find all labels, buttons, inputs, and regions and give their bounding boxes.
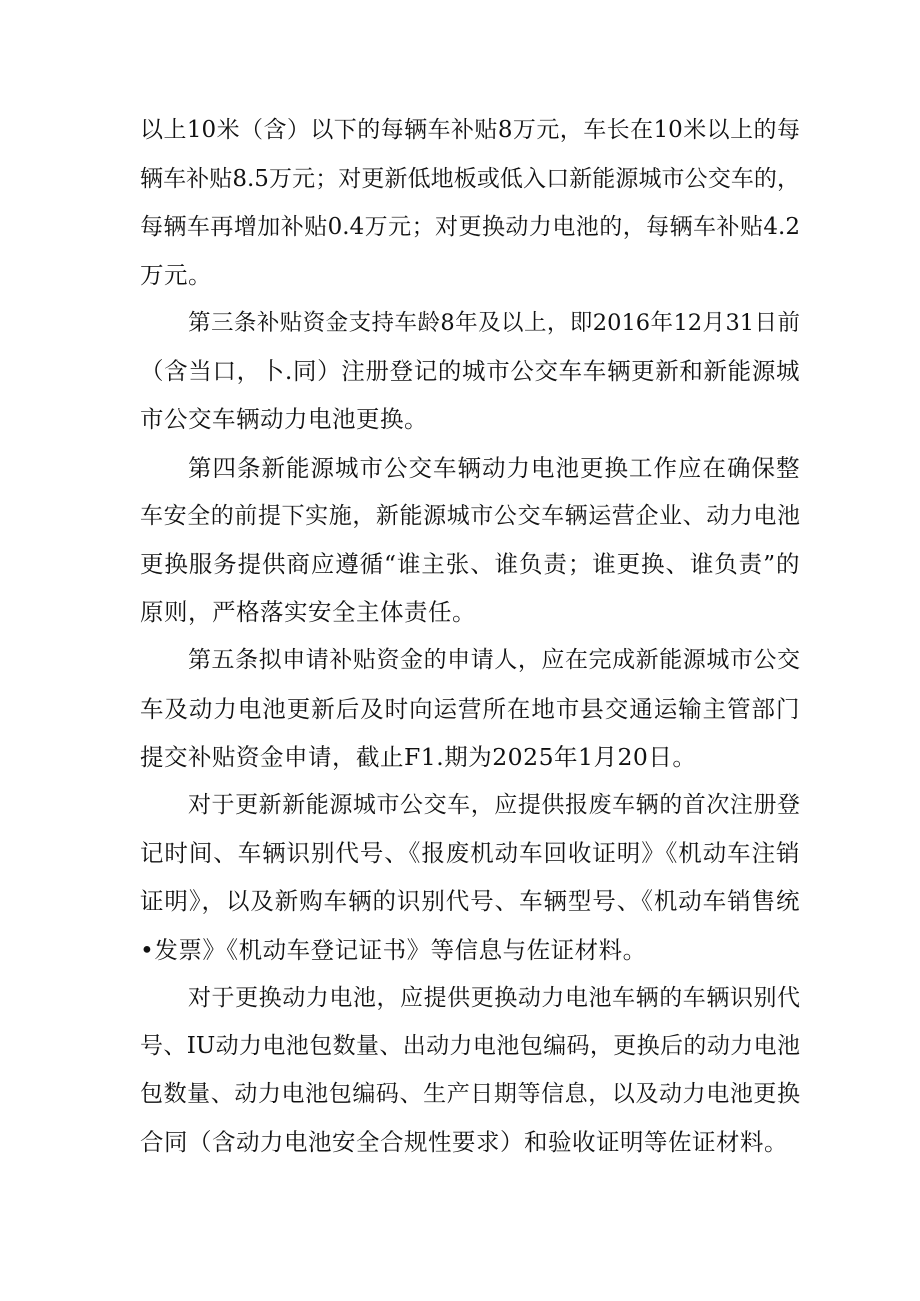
paragraph-1-line-1: 以上10米（含）以下的每辆车补贴8万元，车长在10米以上的每: [140, 117, 800, 143]
paragraph-3-line-2: 车安全的前提下实施，新能源城市公交车辆运营企业、动力电池: [140, 503, 800, 529]
paragraph-1-line-4: 万元。: [140, 261, 212, 289]
paragraph-5-line-2: 记时间、车辆识别代号、《报废机动车回收证明》《机动车注销: [140, 839, 800, 867]
paragraph-4-line-3: 提交补贴资金申请，截止F1.期为2025年1月20日。: [140, 743, 697, 771]
paragraph-4-line-2: 车及动力电池更新后及时向运营所在地市县交通运输主管部门: [140, 695, 800, 723]
paragraph-6-line-3: 包数量、动力电池包编码、生产日期等信息，以及动力电池更换: [140, 1081, 800, 1107]
paragraph-6-line-4: 合同（含动力电池安全合规性要求）和验收证明等佐证材料。: [140, 1128, 788, 1156]
paragraph-1-line-2: 辆车补贴8.5万元；对更新低地板或低入口新能源城市公交车的，: [140, 166, 800, 192]
paragraph-2-line-2: （含当口，卜.同）注册登记的城市公交车车辆更新和新能源城: [140, 357, 800, 385]
paragraph-1-line-3: 每辆车再增加补贴0.4万元；对更换动力电池的，每辆车补贴4.2: [140, 214, 800, 240]
paragraph-6-line-1: 对于更换动力电池，应提供更换动力电池车辆的车辆识别代: [188, 985, 800, 1011]
paragraph-3-line-4: 原则，严格落实安全主体责任。: [140, 598, 476, 626]
paragraph-5-line-1: 对于更新新能源城市公交车，应提供报废车辆的首次注册登: [188, 792, 800, 818]
paragraph-2-line-3: 市公交车辆动力电池更换。: [140, 405, 428, 433]
paragraph-3-line-1: 第四条新能源城市公交车辆动力电池更换工作应在确保整: [188, 454, 800, 482]
paragraph-5-line-3: 证明》，以及新购车辆的识别代号、车辆型号、《机动车销售统: [140, 887, 800, 915]
paragraph-3-line-3: 更换服务提供商应遵循“谁主张、谁负责；谁更换、谁负责”的: [140, 550, 800, 578]
paragraph-4-line-1: 第五条拟申请补贴资金的申请人，应在完成新能源城市公交: [188, 647, 800, 673]
paragraph-5-line-4: •发票》《机动车登记证书》等信息与佐证材料。: [140, 936, 647, 964]
paragraph-6-line-2: 号、IU动力电池包数量、出动力电池包编码，更换后的动力电池: [140, 1033, 800, 1059]
paragraph-2-line-1: 第三条补贴资金支持车龄8年及以上，即2016年12月31日前: [188, 310, 800, 336]
